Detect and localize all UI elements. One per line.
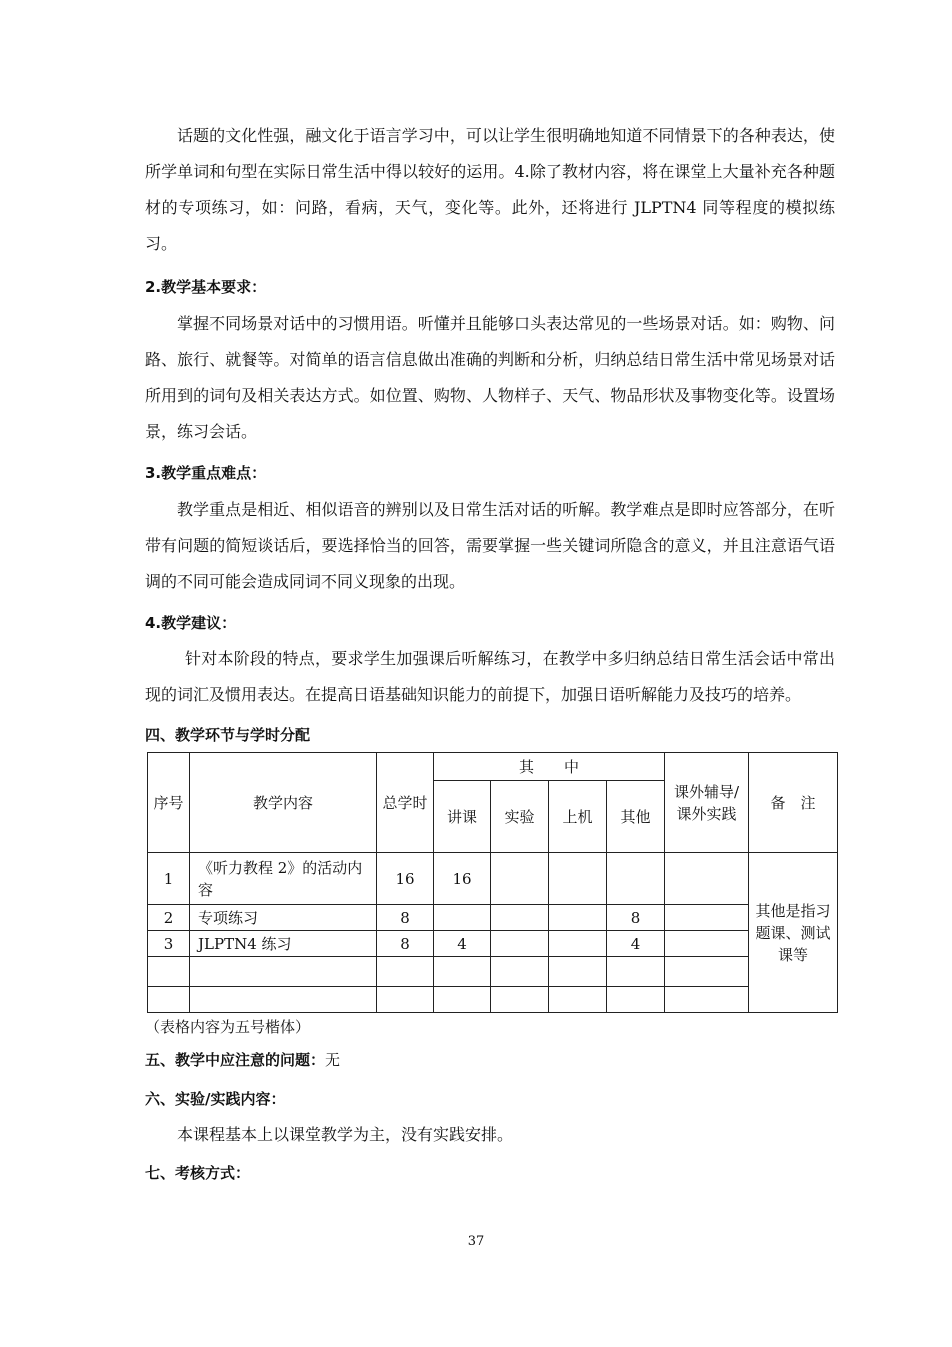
cell-content: 专项练习	[190, 905, 377, 931]
header-extra: 课外辅导/课外实践	[665, 753, 749, 853]
section-3-paragraph: 教学重点是相近、相似语音的辨别以及日常生活对话的听解。教学难点是即时应答部分，在听带有问题的简短谈话后，要选择恰当的回答，需要掌握一些关键词所隐含的意义，并且注意语气语调的不同可能会造成同词不同义现象的出现。	[145, 500, 835, 591]
cell-extra	[665, 931, 749, 957]
part-4-heading: 四、教学环节与学时分配	[145, 726, 311, 744]
header-seq: 序号	[148, 753, 190, 853]
header-remark: 备 注	[749, 753, 838, 853]
header-content: 教学内容	[190, 753, 377, 853]
cell-content	[190, 957, 377, 987]
cell-seq: 2	[148, 905, 190, 931]
section-4-heading: 4.教学建议：	[145, 614, 237, 632]
table-row	[148, 987, 838, 1013]
part-5-value: 无	[325, 1051, 341, 1069]
header-group: 其 中	[434, 753, 665, 781]
cell-lecture	[434, 957, 491, 987]
table-row	[148, 905, 838, 931]
header-total: 总学时	[377, 753, 434, 853]
section-3-heading: 3.教学重点难点：	[145, 464, 267, 482]
cell-computer	[549, 987, 607, 1013]
cell-lecture: 4	[434, 931, 491, 957]
cell-total	[377, 987, 434, 1013]
cell-computer	[549, 853, 607, 905]
cell-total: 8	[377, 931, 434, 957]
cell-total	[377, 957, 434, 987]
part-6-paragraph: 本课程基本上以课堂教学为主，没有实践安排。	[177, 1125, 514, 1144]
cell-total: 8	[377, 905, 434, 931]
table-row	[148, 853, 838, 905]
intro-paragraph: 话题的文化性强，融文化于语言学习中，可以让学生很明确地知道不同情景下的各种表达，使所学单词和句型在实际日常生活中得以较好的运用。4.除了教材内容，将在课堂上大量补充各种题材的专项练习，如：问路，看病，天气，变化等。此外，还将进行 JLPTN4 同等程度的模拟练习。	[145, 126, 835, 253]
cell-seq: 1	[148, 853, 190, 905]
cell-other: 8	[607, 905, 665, 931]
header-experiment: 实验	[491, 781, 549, 853]
cell-computer	[549, 931, 607, 957]
header-other: 其他	[607, 781, 665, 853]
cell-extra	[665, 957, 749, 987]
cell-lecture: 16	[434, 853, 491, 905]
cell-content: 《听力教程 2》的活动内容	[190, 853, 377, 905]
cell-experiment	[491, 931, 549, 957]
table-row	[148, 931, 838, 957]
cell-other	[607, 957, 665, 987]
cell-other	[607, 853, 665, 905]
cell-computer	[549, 905, 607, 931]
cell-seq	[148, 957, 190, 987]
cell-remark: 其他是指习题课、测试课等	[749, 853, 838, 1013]
table-note: （表格内容为五号楷体）	[145, 1018, 311, 1036]
header-computer: 上机	[549, 781, 607, 853]
cell-total: 16	[377, 853, 434, 905]
cell-seq: 3	[148, 931, 190, 957]
page-number: 37	[467, 1234, 485, 1249]
cell-extra	[665, 905, 749, 931]
part-7-heading: 七、考核方式：	[145, 1164, 251, 1182]
cell-extra	[665, 987, 749, 1013]
section-2-paragraph: 掌握不同场景对话中的习惯用语。听懂并且能够口头表达常见的一些场景对话。如：购物、问路、旅行、就餐等。对简单的语言信息做出准确的判断和分析，归纳总结日常生活中常见场景对话所用到的词句及相关表达方式。如位置、购物、人物样子、天气、物品形状及事物变化等。设置场景，练习会话。	[145, 314, 835, 441]
header-lecture: 讲课	[434, 781, 491, 853]
cell-other: 4	[607, 931, 665, 957]
cell-experiment	[491, 905, 549, 931]
cell-experiment	[491, 987, 549, 1013]
part-6-heading: 六、实验/实践内容：	[145, 1090, 286, 1108]
cell-experiment	[491, 853, 549, 905]
cell-content	[190, 987, 377, 1013]
section-4-paragraph: 针对本阶段的特点，要求学生加强课后听解练习，在教学中多归纳总结日常生活会话中常出现的词汇及惯用表达。在提高日语基础知识能力的前提下，加强日语听解能力及技巧的培养。	[145, 649, 835, 704]
section-2-heading: 2.教学基本要求：	[145, 278, 267, 296]
table-header-row	[148, 753, 838, 781]
cell-extra	[665, 853, 749, 905]
schedule-table	[147, 752, 838, 1013]
cell-lecture	[434, 987, 491, 1013]
cell-other	[607, 987, 665, 1013]
cell-lecture	[434, 905, 491, 931]
cell-experiment	[491, 957, 549, 987]
cell-computer	[549, 957, 607, 987]
table-row	[148, 957, 838, 987]
cell-seq	[148, 987, 190, 1013]
cell-content: JLPTN4 练习	[190, 931, 377, 957]
part-5-heading	[145, 1049, 340, 1070]
part-5-heading-text: 五、教学中应注意的问题：	[145, 1051, 326, 1069]
